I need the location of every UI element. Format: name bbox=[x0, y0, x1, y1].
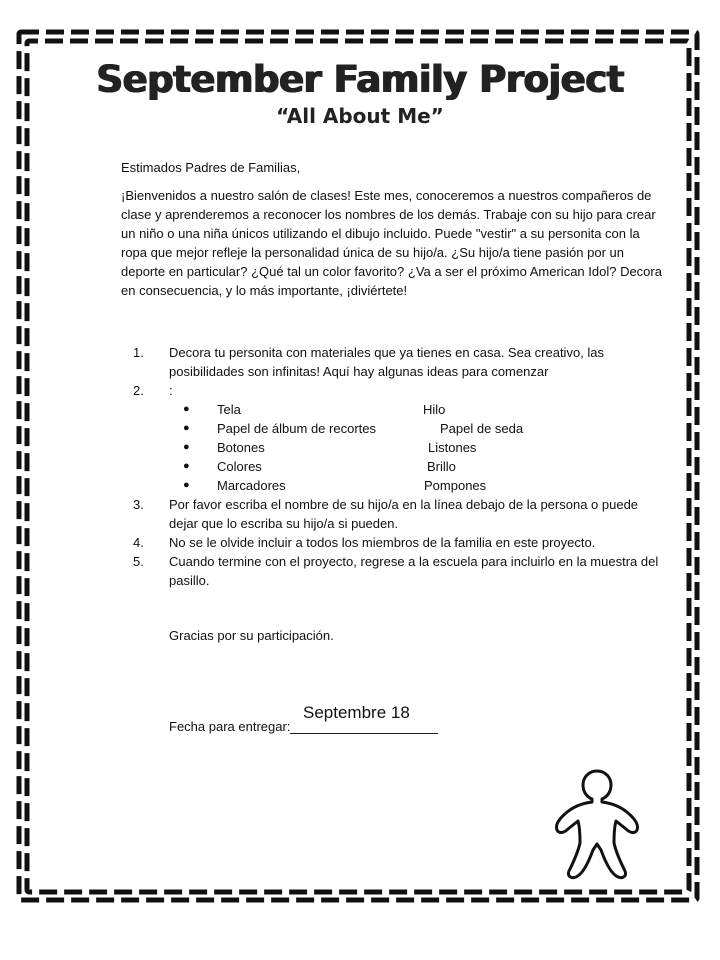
material-left: Botones bbox=[217, 440, 265, 455]
materials-row bbox=[121, 419, 666, 438]
material-right: Pompones bbox=[424, 478, 487, 493]
bullet-icon: ● bbox=[183, 441, 190, 453]
list-number: 2. bbox=[133, 383, 144, 398]
list-text: Por favor escriba el nombre de su hijo/a en la línea debajo de la persona o puede dejar que lo escriba su hijo/a si pueden. bbox=[169, 497, 639, 531]
thanks-text: Gracias por su participación. bbox=[169, 628, 334, 643]
bullet-icon: ● bbox=[183, 422, 190, 434]
material-left: Papel de álbum de recortes bbox=[217, 421, 376, 436]
material-right: Brillo bbox=[427, 459, 456, 474]
list-number: 3. bbox=[133, 497, 144, 512]
materials-row bbox=[121, 457, 666, 476]
due-date-line bbox=[290, 733, 438, 734]
due-date-handwritten: Septembre 18 bbox=[303, 703, 410, 722]
due-date-label: Fecha para entregar: bbox=[169, 719, 291, 734]
list-number: 1. bbox=[133, 345, 144, 360]
greeting: Estimados Padres de Familias, bbox=[121, 160, 301, 175]
list-number: 5. bbox=[133, 554, 144, 569]
intro-paragraph: ¡Bienvenidos a nuestro salón de clases! Este mes, conoceremos a nuestros compañeros de clase y aprenderemos a reconocer los nombres de los demás. Trabaje con su hijo para crear un niño o una niña únicos utilizando el dibujo incluido. Puede "vestir" a su personita con la ropa que mejor refleje la personalidad única de su hijo/a. ¿Su hijo/a tiene pasión por un deporte en particular? ¿Qué tal un color favorito? ¿Va a ser el próximo American Idol? Decora en consecuencia, y lo más importante, ¡diviértete! bbox=[121, 188, 662, 298]
list-text: Decora tu personita con materiales que ya tienes en casa. Sea creativo, las posibilidades son infinitas! Aquí hay algunas ideas para comenzar bbox=[169, 345, 605, 379]
material-right: Listones bbox=[428, 440, 477, 455]
list-item bbox=[121, 381, 666, 400]
bullet-icon: ● bbox=[183, 403, 190, 415]
list-item bbox=[121, 495, 666, 533]
list-text: : bbox=[169, 383, 173, 398]
material-right: Hilo bbox=[423, 402, 446, 417]
bullet-icon: ● bbox=[183, 479, 190, 491]
list-text: No se le olvide incluir a todos los miembros de la familia en este proyecto. bbox=[169, 535, 596, 550]
materials-row bbox=[121, 476, 666, 495]
list-item bbox=[121, 343, 666, 381]
list-item bbox=[121, 533, 666, 552]
page-title: September Family Project bbox=[96, 58, 624, 101]
list-text: Cuando termine con el proyecto, regrese a la escuela para incluirlo en la muestra del pasillo. bbox=[169, 554, 659, 588]
bullet-icon: ● bbox=[183, 460, 190, 472]
material-left: Colores bbox=[217, 459, 262, 474]
gingerbread-person-outline-icon bbox=[552, 768, 642, 880]
material-left: Tela bbox=[217, 402, 241, 417]
materials-row bbox=[121, 400, 666, 419]
material-left: Marcadores bbox=[217, 478, 286, 493]
page-subtitle: “All About Me” bbox=[276, 104, 444, 128]
material-right: Papel de seda bbox=[440, 421, 524, 436]
list-item bbox=[121, 552, 666, 590]
materials-row bbox=[121, 438, 666, 457]
list-number: 4. bbox=[133, 535, 144, 550]
instructions-list bbox=[121, 343, 666, 590]
